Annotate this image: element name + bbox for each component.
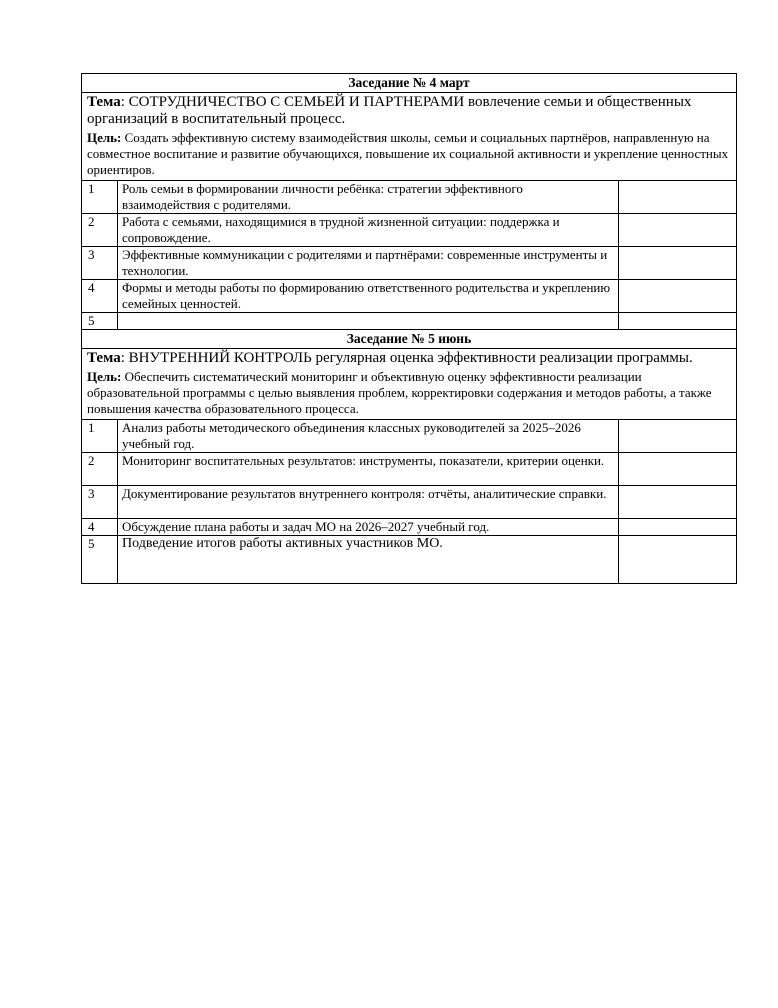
- agenda-number: 5: [82, 313, 118, 330]
- goal-label: Цель:: [87, 369, 122, 384]
- goal-text: Создать эффективную систему взаимодействия школы, семьи и социальных партнёров, направленную на совместное воспитание и развитие обучающихся, повышение их социальной активности и укрепление ценностных ориентиров.: [87, 130, 729, 177]
- agenda-row: [82, 247, 737, 280]
- agenda-text: [118, 313, 619, 330]
- agenda-row: [82, 453, 737, 486]
- theme-title: : СОТРУДНИЧЕСТВО С СЕМЬЕЙ И ПАРТНЕРАМИ: [120, 94, 465, 110]
- agenda-row: [82, 181, 737, 214]
- agenda-text: Мониторинг воспитательных результатов: инструменты, показатели, критерии оценки.: [118, 453, 619, 486]
- agenda-row: [82, 536, 737, 584]
- agenda-note-cell: [619, 313, 737, 330]
- agenda-number: 2: [82, 214, 118, 247]
- agenda-note-cell: [619, 519, 737, 536]
- meeting-title: Заседание № 5 июнь: [82, 330, 737, 349]
- agenda-text: Формы и методы работы по формированию ответственного родительства и укреплению семейных ценностей.: [118, 280, 619, 313]
- meetings-table: [81, 73, 737, 584]
- theme-title: : ВНУТРЕННИЙ КОНТРОЛЬ: [120, 350, 312, 366]
- agenda-text: Обсуждение плана работы и задач МО на 2026–2027 учебный год.: [118, 519, 619, 536]
- goal-label: Цель:: [87, 130, 122, 145]
- agenda-text: Роль семьи в формировании личности ребёнка: стратегии эффективного взаимодействия с родителями.: [118, 181, 619, 214]
- agenda-note-cell: [619, 214, 737, 247]
- agenda-note-cell: [619, 536, 737, 584]
- meeting-goal: [87, 130, 732, 178]
- agenda-note-cell: [619, 247, 737, 280]
- meeting-goal: [87, 369, 732, 417]
- agenda-text: Анализ работы методического объединения классных руководителей за 2025–2026 учебный год.: [118, 420, 619, 453]
- agenda-note-cell: [619, 486, 737, 519]
- agenda-number: 1: [82, 420, 118, 453]
- agenda-text: Документирование результатов внутреннего контроля: отчёты, аналитические справки.: [118, 486, 619, 519]
- agenda-text: Подведение итогов работы активных участников МО.: [118, 536, 619, 584]
- theme-label: Тема: [87, 350, 121, 366]
- agenda-number: 5: [82, 536, 118, 584]
- meeting-theme-row: [82, 349, 737, 420]
- agenda-note-cell: [619, 453, 737, 486]
- agenda-row: [82, 420, 737, 453]
- goal-text: Обеспечить систематический мониторинг и объективную оценку эффективности реализации образовательной программы с целью выявления проблем, корректировки содержания и методов работы, а также повышения качества образовательного процесса.: [87, 369, 712, 416]
- agenda-number: 3: [82, 486, 118, 519]
- agenda-row: [82, 280, 737, 313]
- meeting-header: [82, 74, 737, 93]
- agenda-number: 3: [82, 247, 118, 280]
- meeting-theme-row: [82, 93, 737, 181]
- theme-label: Тема: [87, 94, 121, 110]
- agenda-number: 2: [82, 453, 118, 486]
- agenda-row: [82, 313, 737, 330]
- agenda-number: 4: [82, 519, 118, 536]
- meeting-theme: [87, 94, 732, 128]
- agenda-row: [82, 486, 737, 519]
- agenda-row: [82, 214, 737, 247]
- agenda-number: 1: [82, 181, 118, 214]
- agenda-note-cell: [619, 280, 737, 313]
- agenda-text: Работа с семьями, находящимися в трудной жизненной ситуации: поддержка и сопровождение.: [118, 214, 619, 247]
- agenda-number: 4: [82, 280, 118, 313]
- meeting-header: [82, 330, 737, 349]
- meeting-theme: [87, 350, 732, 367]
- agenda-note-cell: [619, 420, 737, 453]
- agenda-note-cell: [619, 181, 737, 214]
- theme-description: регулярная оценка эффективности реализации программы.: [311, 350, 693, 366]
- agenda-text: Эффективные коммуникации с родителями и партнёрами: современные инструменты и технологии.: [118, 247, 619, 280]
- meeting-title: Заседание № 4 март: [82, 74, 737, 93]
- theme-description: вовлечение семьи и общественных организаций в воспитательный процесс.: [87, 94, 692, 127]
- agenda-row: [82, 519, 737, 536]
